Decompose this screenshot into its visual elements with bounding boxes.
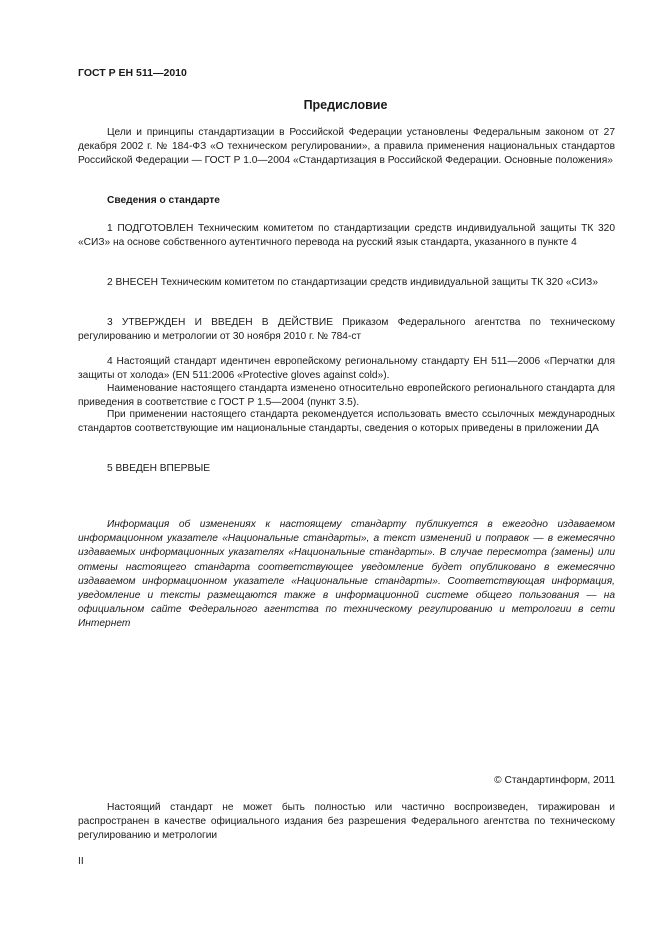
intro-paragraph: Цели и принципы стандартизации в Российской Федерации установлены Федеральным законом от 27 декабря 2002 г. № 184-ФЗ «О техническом регулировании», а правила применения национальных стандартов Российской Федерации — ГОСТ Р 1.0—2004 «Стандартизация в Российской Федерации. Основные положения» bbox=[78, 127, 615, 167]
item-4-note-2: При применении настоящего стандарта рекомендуется использовать вместо ссылочных международных стандартов соответствующие им национальные стандарты, сведения о которых приведены в приложении ДА bbox=[78, 409, 615, 435]
section-subheading: Сведения о стандарте bbox=[107, 195, 220, 206]
copyright-line: © Стандартинформ, 2011 bbox=[494, 775, 615, 786]
item-3-paragraph: 3 УТВЕРЖДЕН И ВВЕДЕН В ДЕЙСТВИЕ Приказом Федерального агентства по техническому регулированию и метрологии от 30 ноября 2010 г. № 784-ст bbox=[78, 317, 615, 343]
info-notice-paragraph: Информация об изменениях к настоящему стандарту публикуется в ежегодно издаваемом информационном указателе «Национальные стандарты», а текст изменений и поправок — в ежемесячно издаваемых информационных указателях «Национальные стандарты». В случае пересмотра (замены) или отмены настоящего стандарта соответствующее уведомление будет опубликовано в ежемесячно издаваемом информационном указателе «Национальные стандарты». Соответствующая информация, уведомление и тексты размещаются также в информационной системе общего пользования — на официальном сайте Федерального агентства по техническому регулированию и метрологии в сети Интернет bbox=[78, 519, 615, 630]
item-4-paragraph: 4 Настоящий стандарт идентичен европейскому региональному стандарту ЕН 511—2006 «Перчатки для защиты от холода» (EN 511:2006 «Protective gloves against cold»). bbox=[78, 356, 615, 382]
item-5-paragraph: 5 ВВЕДЕН ВПЕРВЫЕ bbox=[107, 463, 211, 474]
item-4-note-1: Наименование настоящего стандарта изменено относительно европейского регионального стандарта для приведения в соответствие с ГОСТ Р 1.5—2004 (пункт 3.5). bbox=[78, 383, 615, 409]
item-1-paragraph: 1 ПОДГОТОВЛЕН Техническим комитетом по стандартизации средств индивидуальной защиты ТК 320 «СИЗ» на основе собственного аутентичного перевода на русский язык стандарта, указанного в пункте 4 bbox=[78, 223, 615, 249]
document-header: ГОСТ Р ЕН 511—2010 bbox=[78, 67, 187, 79]
item-2-paragraph: 2 ВНЕСЕН Техническим комитетом по стандартизации средств индивидуальной защиты ТК 320 «СИЗ» bbox=[107, 277, 599, 288]
page-number: II bbox=[78, 856, 84, 867]
page-title: Предисловие bbox=[303, 98, 388, 112]
rights-paragraph: Настоящий стандарт не может быть полностью или частично воспроизведен, тиражирован и распространен в качестве официального издания без разрешения Федерального агентства по техническому регулированию и метрологии bbox=[78, 802, 615, 842]
